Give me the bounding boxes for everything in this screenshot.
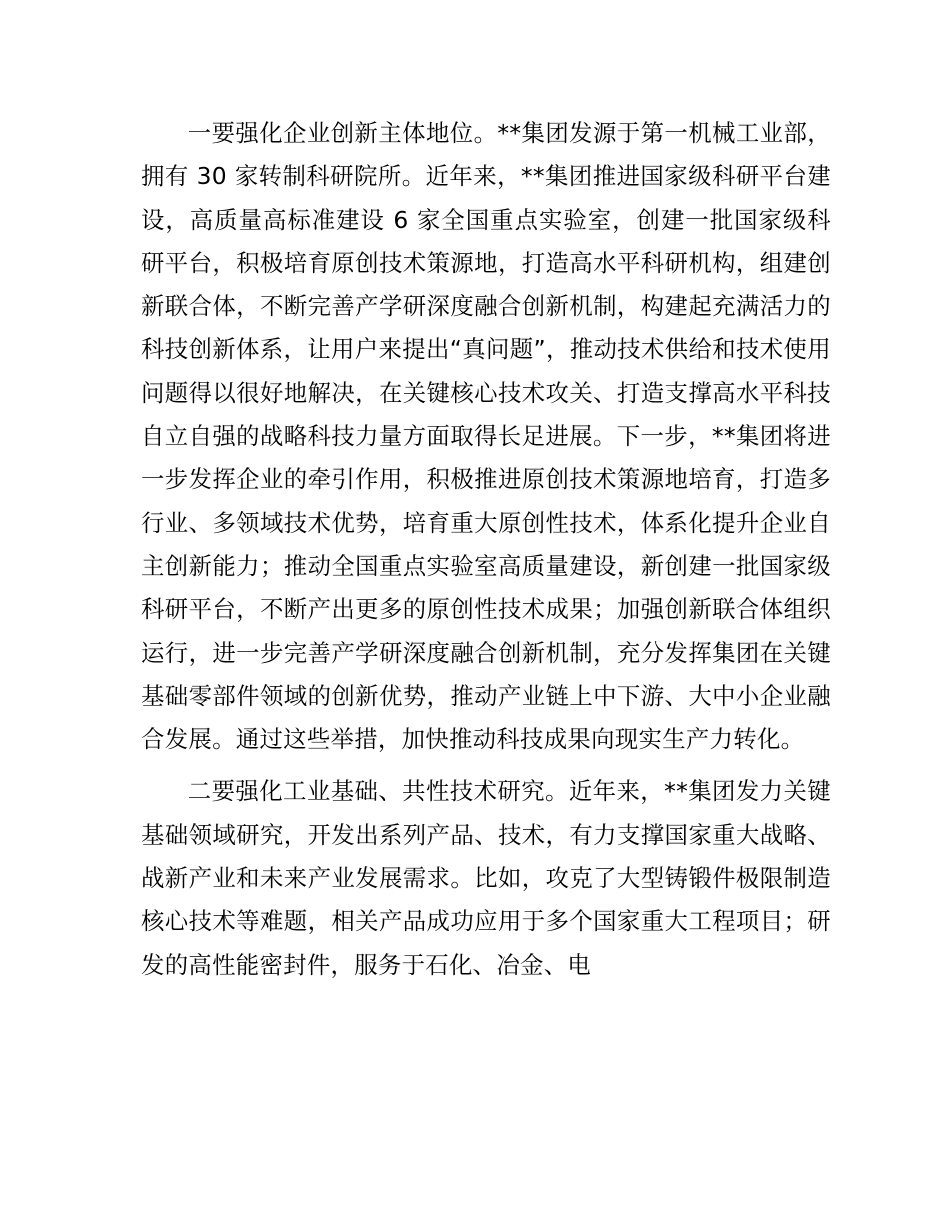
paragraph-1: 一要强化企业创新主体地位。**集团发源于第一机械工业部，拥有 30 家转制科研院所。近年来，**集团推进国家级科研平台建设，高质量高标准建设 6 家全国重点实验室，创建一批国家级科研平台，积极培育原创技术策源地，打造高水平科研机构，组建创新联合体，不断完善产学研深度融合创新机制，构建起充满活力的科技创新体系，让用户来提出“真问题”，推动技术供给和技术使用问题得以很好地解决，在关键核心技术攻关、打造支撑高水平科技自立自强的战略科技力量方面取得长足进展。下一步，**集团将进一步发挥企业的牵引作用，积极推进原创技术策源地培育，打造多行业、多领域技术优势，培育重大原创性技术，体系化提升企业自主创新能力；推动全国重点实验室高质量建设，新创建一批国家级科研平台，不断产出更多的原创性技术成果；加强创新联合体组织运行，进一步完善产学研深度融合创新机制，充分发挥集团在关键基础零部件领域的创新优势，推动产业链上中下游、大中小企业融合发展。通过这些举措，加快推动科技成果向现实生产力转化。 [141, 119, 831, 754]
document-body [141, 112, 831, 987]
paragraph-2: 二要强化工业基础、共性技术研究。近年来，**集团发力关键基础领域研究，开发出系列产品、技术，有力支撑国家重大战略、战新产业和未来产业发展需求。比如，攻克了大型铸锻件极限制造核心技术等难题，相关产品成功应用于多个国家重大工程项目；研发的高性能密封件，服务于石化、冶金、电 [141, 777, 831, 979]
